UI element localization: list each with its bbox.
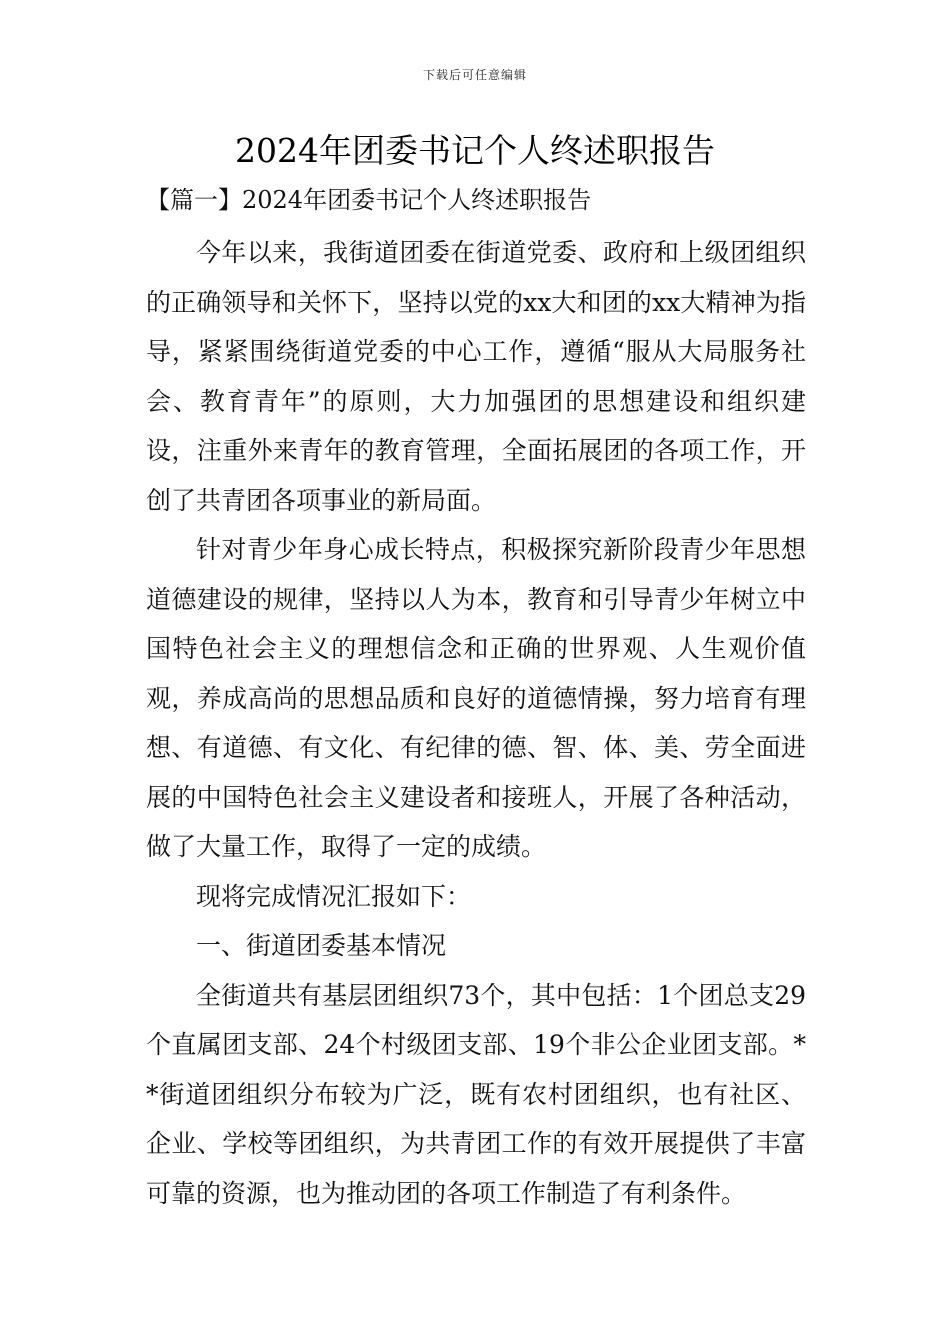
paragraph-moral-education: 针对青少年身心成长特点，积极探究新阶段青少年思想道德建设的规律，坚持以人为本，教育和引导青少年树立中国特色社会主义的理想信念和正确的世界观、人生观价值观，养成高尚的思想品质和良好的道德情操，努力培育有理想、有道德、有文化、有纪律的德、智、体、美、劳全面进展的中国特色社会主义建设者和接班人，开展了各种活动，做了大量工作，取得了一定的成绩。 bbox=[146, 535, 806, 861]
paragraph-organization-stats: 全街道共有基层团组织73个，其中包括：1个团总支29个直属团支部、24个村级团支部、19个非公企业团支部。**街道团组织分布较为广泛，既有农村团组织，也有社区、企业、学校等团组织，为共青团工作的有效开展提供了丰富可靠的资源，也为推动团的各项工作制造了有利条件。 bbox=[146, 980, 806, 1208]
document-title: 2024年团委书记个人终述职报告 bbox=[235, 131, 715, 170]
section-heading: 【篇一】2024年团委书记个人终述职报告 bbox=[146, 186, 592, 214]
paragraph-intro: 今年以来，我街道团委在街道党委、政府和上级团组织的正确领导和关怀下，坚持以党的xx大和团的xx大精神为指导，紧紧围绕街道党委的中心工作，遵循“服从大局服务社会、教育青年”的原则，大力加强团的思想建设和组织建设，注重外来青年的教育管理，全面拓展团的各项工作，开创了共青团各项事业的新局面。 bbox=[146, 238, 806, 515]
paragraph-subheading: 一、街道团委基本情况 bbox=[196, 931, 447, 960]
body-text bbox=[146, 228, 806, 1218]
paragraph-report-lead: 现将完成情况汇报如下： bbox=[196, 881, 472, 911]
header-note: 下载后可任意编辑 bbox=[422, 68, 527, 82]
